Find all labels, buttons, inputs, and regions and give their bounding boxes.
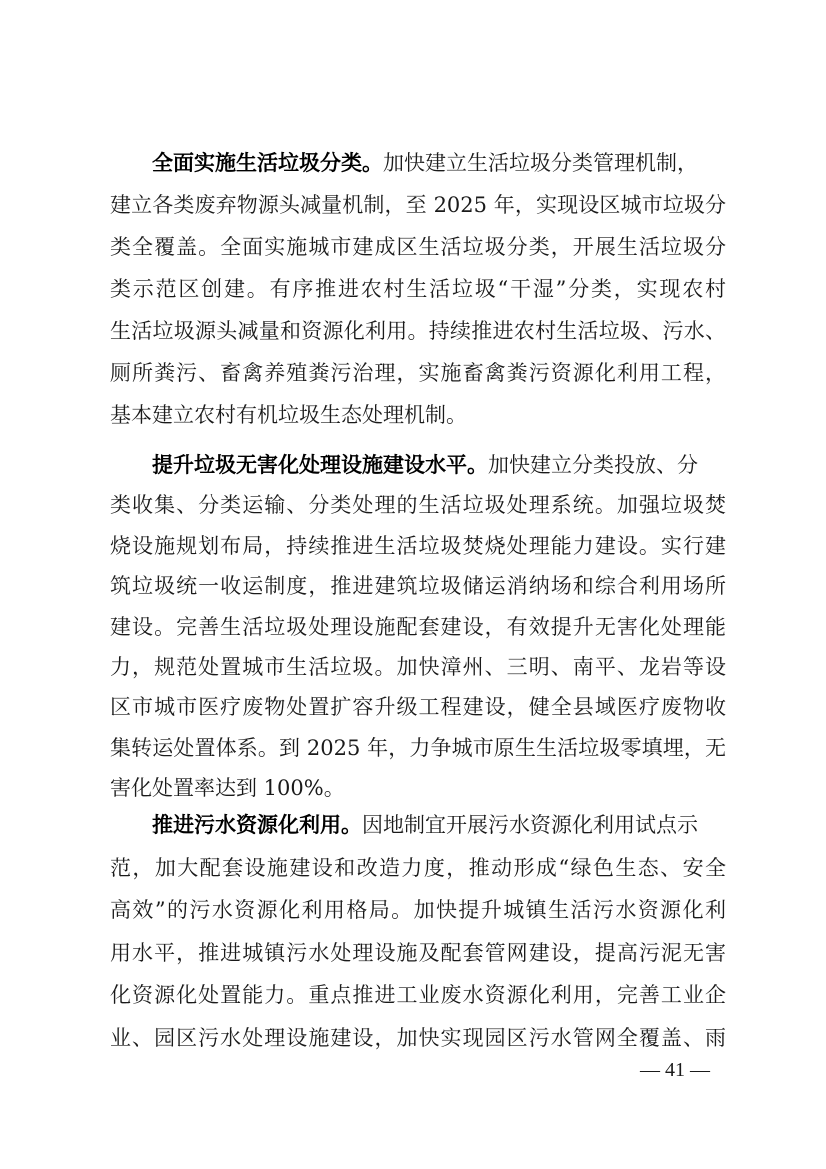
paragraph-heading: 提升垃圾无害化处理设施建设水平。: [152, 452, 488, 477]
text-line: 基本建立农村有机垃圾生态处理机制。: [110, 403, 467, 427]
text-line: 集转运处置体系。到 2025 年，力争城市原生生活垃圾零填埋，无: [110, 735, 726, 760]
paragraph-heading: 推进污水资源化利用。: [152, 812, 362, 837]
text-line: 范，加大配套设施建设和改造力度，推动形成“绿色生态、安全: [110, 855, 726, 880]
text-line: 区市城市医疗废物处置扩容升级工程建设，健全县域医疗废物收: [110, 695, 726, 720]
line-text: 因地制宜开展污水资源化利用试点示: [362, 813, 698, 837]
text-line: 筑垃圾统一收运制度，推进建筑垃圾储运消纳场和综合利用场所: [110, 574, 726, 599]
text-line: 建设。完善生活垃圾处理设施配套建设，有效提升无害化处理能: [110, 614, 726, 639]
text-line: 类全覆盖。全面实施城市建成区生活垃圾分类，开展生活垃圾分: [110, 235, 726, 259]
text-line: 生活垃圾源头减量和资源化利用。持续推进农村生活垃圾、污水、: [110, 319, 726, 343]
text-line: 高效”的污水资源化利用格局。加快提升城镇生活污水资源化利: [110, 898, 726, 923]
line-text: 加快建立分类投放、分: [488, 453, 698, 477]
text-line: [110, 149, 726, 177]
page-number: — 41 —: [640, 1059, 710, 1081]
text-line: 化资源化处置能力。重点推进工业废水资源化利用，完善工业企: [110, 983, 726, 1008]
paragraph-heading: 全面实施生活垃圾分类。: [152, 150, 383, 175]
text-line: 力，规范处置城市生活垃圾。加快漳州、三明、南平、龙岩等设: [110, 654, 726, 679]
paragraph-harmless-treatment: [110, 451, 726, 815]
paragraph-wastewater-reuse: [110, 811, 726, 1067]
text-line: 类示范区创建。有序推进农村生活垃圾“干湿”分类，实现农村: [110, 277, 726, 301]
paragraph-waste-sorting: [110, 149, 726, 443]
text-line: 烧设施规划布局，持续推进生活垃圾焚烧处理能力建设。实行建: [110, 533, 726, 558]
text-line: [110, 451, 726, 479]
text-line: 业、园区污水处理设施建设，加快实现园区污水管网全覆盖、雨: [110, 1025, 726, 1050]
text-line: [110, 811, 726, 839]
text-line: 厕所粪污、畜禽养殖粪污治理，实施畜禽粪污资源化利用工程，: [110, 361, 726, 385]
text-line: 类收集、分类运输、分类处理的生活垃圾处理系统。加强垃圾焚: [110, 493, 726, 518]
text-line: 用水平，推进城镇污水处理设施及配套管网建设，提高污泥无害: [110, 940, 726, 965]
text-line: 建立各类废弃物源头减量机制，至 2025 年，实现设区城市垃圾分: [110, 193, 726, 217]
line-text: 加快建立生活垃圾分类管理机制，: [383, 151, 698, 175]
text-line: 害化处置率达到 100%。: [110, 776, 345, 801]
